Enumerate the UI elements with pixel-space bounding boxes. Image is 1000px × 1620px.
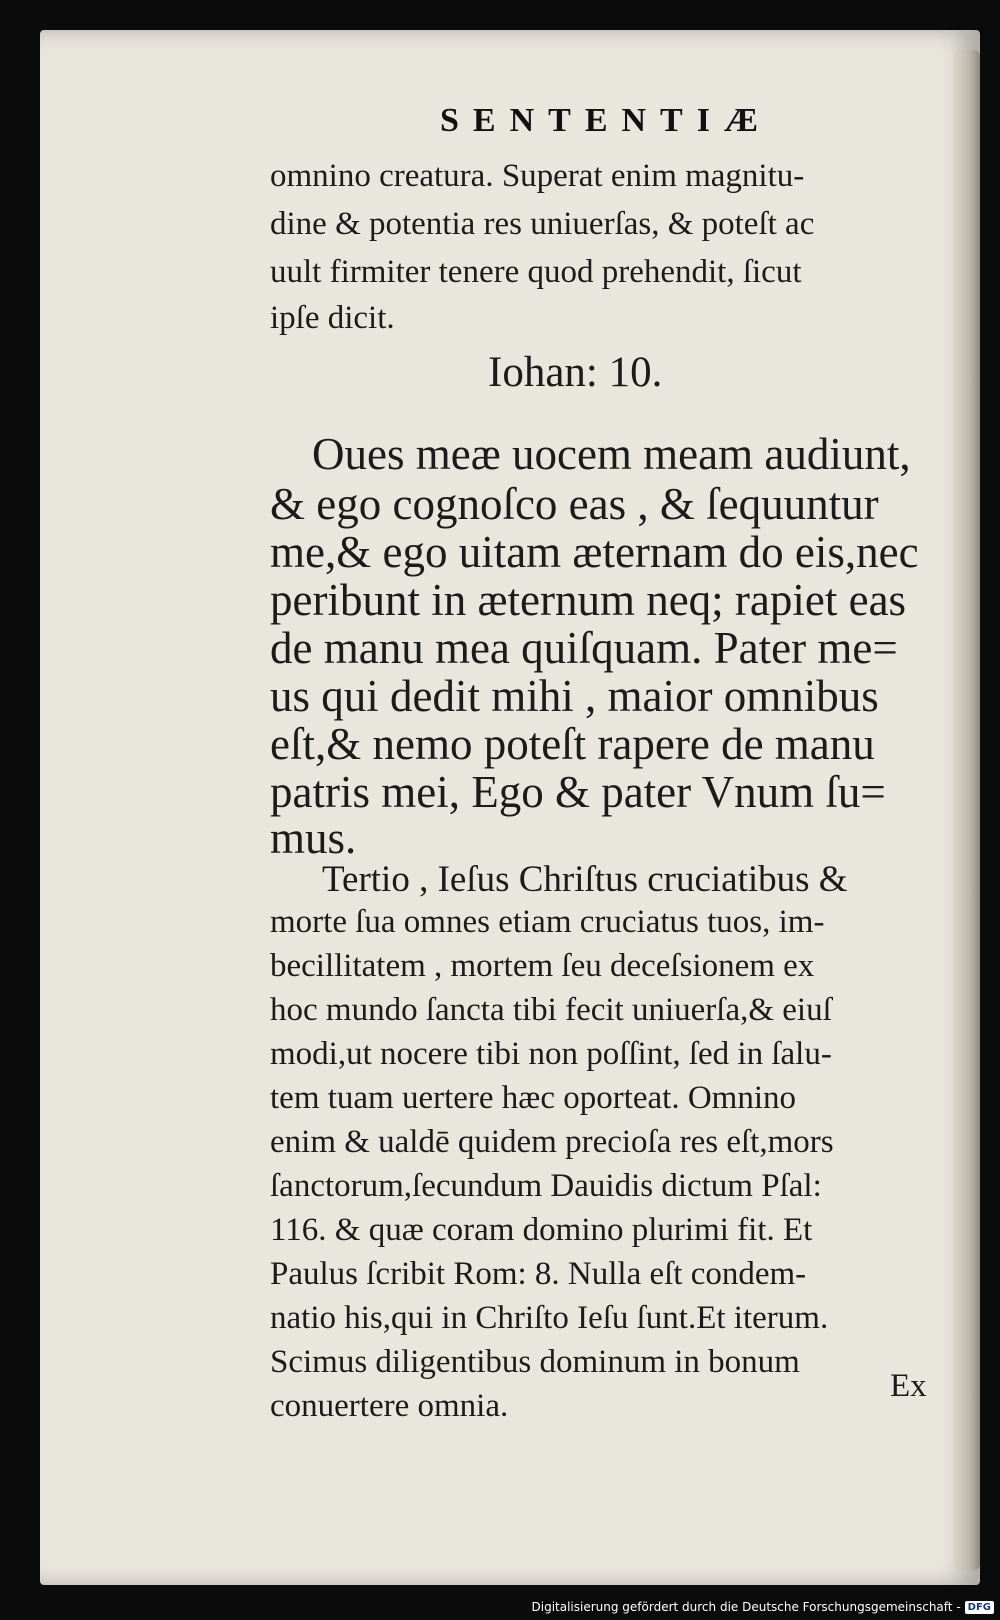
body-line: morte ſua omnes etiam cruciatus tuos, im- (270, 904, 825, 940)
text-line: omnino creatura. Superat enim magnitu- (270, 158, 805, 194)
scripture-reference: Iohan: 10. (488, 349, 663, 396)
body-line: Paulus ſcribit Rom: 8. Nulla eſt condem- (270, 1256, 807, 1292)
text-line: uult firmiter tenere quod prehendit, ſicut (270, 254, 802, 290)
page-edge-shadow (954, 50, 980, 1570)
scripture-line: patris mei, Ego & pater Vnum ſu= (270, 767, 886, 817)
body-line: enim & ualdē quidem precioſa res eſt,mors (270, 1124, 834, 1160)
text-line: ipſe dicit. (270, 300, 395, 336)
scripture-line: us qui dedit mihi , maior omnibus (270, 671, 879, 721)
footer-text: Digitalisierung gefördert durch die Deutsche Forschungsgemeinschaft - (531, 1600, 961, 1614)
scripture-line: Oues meæ uocem meam audiunt, (312, 429, 911, 479)
body-line: hoc mundo ſancta tibi fecit uniuerſa,& eiuſ (270, 992, 832, 1028)
body-line: tem tuam uertere hæc oporteat. Omnino (270, 1080, 797, 1116)
scripture-line: me,& ego uitam æternam do eis,nec (270, 527, 919, 577)
body-line: Scimus diligentibus dominum in bonum (270, 1344, 800, 1380)
scripture-line: peribunt in æternum neq; rapiet eas (270, 575, 907, 625)
scripture-line: eſt,& nemo poteſt rapere de manu (270, 719, 875, 769)
running-head: SENTENTIÆ (440, 102, 772, 139)
scripture-line: mus. (270, 813, 357, 863)
body-line: natio his,qui in Chriſto Ieſu ſunt.Et iterum. (270, 1300, 829, 1336)
catchword: Ex (890, 1368, 927, 1404)
text-line: dine & potentia res uniuerſas, & poteſt ac (270, 206, 815, 242)
body-line: 116. & quæ coram domino plurimi fit. Et (270, 1212, 813, 1248)
body-line: becillitatem , mortem ſeu deceſsionem ex (270, 948, 815, 984)
body-line: conuertere omnia. (270, 1388, 509, 1424)
book-page (40, 30, 980, 1585)
scripture-line: & ego cognoſco eas , & ſequuntur (270, 479, 879, 529)
body-line: modi,ut nocere tibi non poſſint, ſed in ſalu- (270, 1036, 832, 1072)
dfg-logo: DFG (965, 1601, 994, 1614)
digitization-credit (532, 1600, 995, 1614)
scripture-line: de manu mea quiſquam. Pater me= (270, 623, 898, 673)
body-line: ſanctorum,ſecundum Dauidis dictum Pſal: (270, 1168, 822, 1204)
body-line: Tertio , Ieſus Chriſtus cruciatibus & (322, 859, 848, 900)
